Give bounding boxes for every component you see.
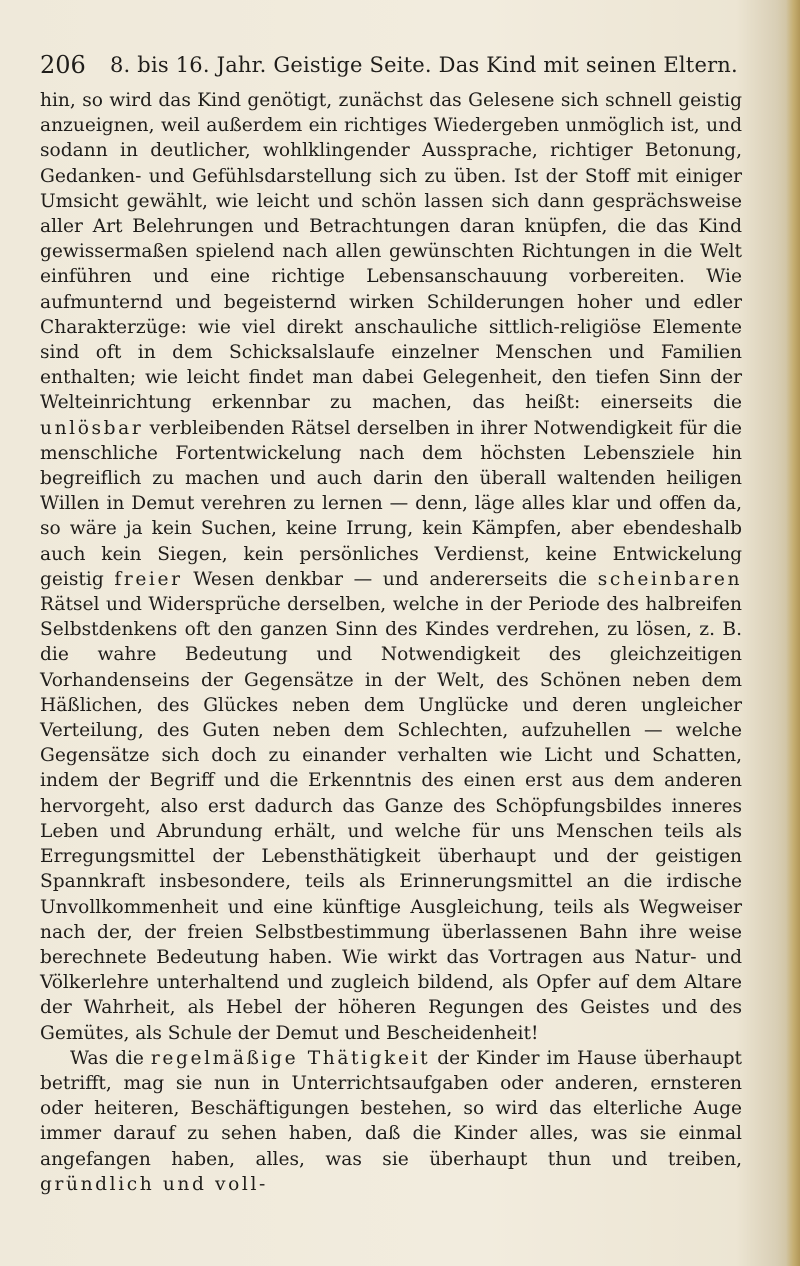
paragraph [40,1046,742,1197]
emphasis-spaced: scheinbaren [597,568,743,590]
paragraph [40,88,742,1046]
running-head: 8. bis 16. Jahr. Geistige Seite. Das Kind mit seinen Eltern. [110,53,738,77]
text-run: der Kinder im Hause überhaupt betrifft, mag sie nun in Unterrichtsaufgaben oder anderen, ernsteren oder heiteren, Beschäftigungen bestehen, so wird das elterliche Auge immer darauf zu sehen haben, daß die Kinder alles, was sie einmal angefangen haben, alles, was sie überhaupt thun und treiben, [40,1047,742,1170]
emphasis-spaced: freier [114,568,183,590]
page-edge [786,0,800,1266]
text-run: hin, so wird das Kind genötigt, zunächst das Gelesene sich schnell geistig anzueignen, weil außerdem ein richtiges Wiedergeben unmöglich ist, und sodann in deutlicher, wohlklingender Aussprache, richtiger Betonung, Gedanken- und Gefühlsdarstellung sich zu üben. Ist der Stoff mit einiger Umsicht gewählt, wie leicht und schön lassen sich dann gesprächsweise aller Art Belehrungen und Betrachtungen daran knüpfen, die das Kind gewissermaßen spielend nach allen gewünschten Richtungen in die Welt einführen und eine richtige Lebensanschauung vorbereiten. Wie aufmunternd und begeisternd wirken Schilderungen hoher und edler Charakterzüge: wie viel direkt anschauliche sittlich-religiöse Elemente sind oft in dem Schicksalslaufe einzelner Menschen und Familien enthalten; wie leicht findet man dabei Gelegenheit, den tiefen Sinn der Welteinrichtung erkennbar zu machen, das heißt: einerseits die [40,90,742,414]
text-run: verbleibenden Rätsel derselben in ihrer Notwendigkeit für die menschliche Fortentwickelung nach dem höchsten Lebensziele hin begreiflich zu machen und auch darin den überall waltenden heiligen Willen in Demut verehren zu lernen — denn, läge alles klar und offen da, so wäre ja kein Suchen, keine Irrung, kein Kämpfen, aber ebendeshalb auch kein Siegen, kein persönliches Verdienst, keine Entwickelung geistig [40,417,742,590]
text-run: Wesen denkbar — und andererseits die [193,568,588,590]
text-run: Rätsel und Widersprüche derselben, welche in der Periode des halbreifen Selbstdenkens oft den ganzen Sinn des Kindes verdrehen, zu lösen, z. B. die wahre Bedeutung und Notwendigkeit des gleichzeitigen Vorhandenseins der Gegensätze in der Welt, des Schönen neben dem Häßlichen, des Glückes neben dem Unglücke und deren ungleicher Verteilung, des Guten neben dem Schlechten, aufzuhellen — welche Gegensätze sich doch zu einander verhalten wie Licht und Schatten, indem der Begriff und die Erkenntnis des einen erst aus dem anderen hervorgeht, also erst dadurch das Ganze des Schöpfungsbildes inneres Leben und Abrundung erhält, und welche für uns Menschen teils als Erregungsmittel der Lebensthätigkeit überhaupt und der geistigen Spannkraft insbesondere, teils als Erinnerungsmittel an die irdische Unvollkommenheit und eine künftige Ausgleichung, teils als Wegweiser nach der, der freien Selbstbestimmung überlassenen Bahn ihre weise berechnete Bedeutung haben. Wie wirkt das Vortragen aus Natur- und Völkerlehre unterhaltend und zugleich bildend, als Opfer auf dem Altare der Wahrheit, als Hebel der höheren Regungen des Geistes und des Gemütes, als Schule der Demut und Bescheidenheit! [40,594,742,1044]
emphasis-spaced: gründlich und voll- [40,1173,268,1195]
page-header [40,48,780,82]
page-number: 206 [40,51,86,79]
body-text [40,88,742,1197]
emphasis-spaced: regelmäßige Thätigkeit [150,1047,431,1069]
emphasis-spaced: unlösbar [40,417,144,439]
text-run: Was die [70,1047,144,1069]
